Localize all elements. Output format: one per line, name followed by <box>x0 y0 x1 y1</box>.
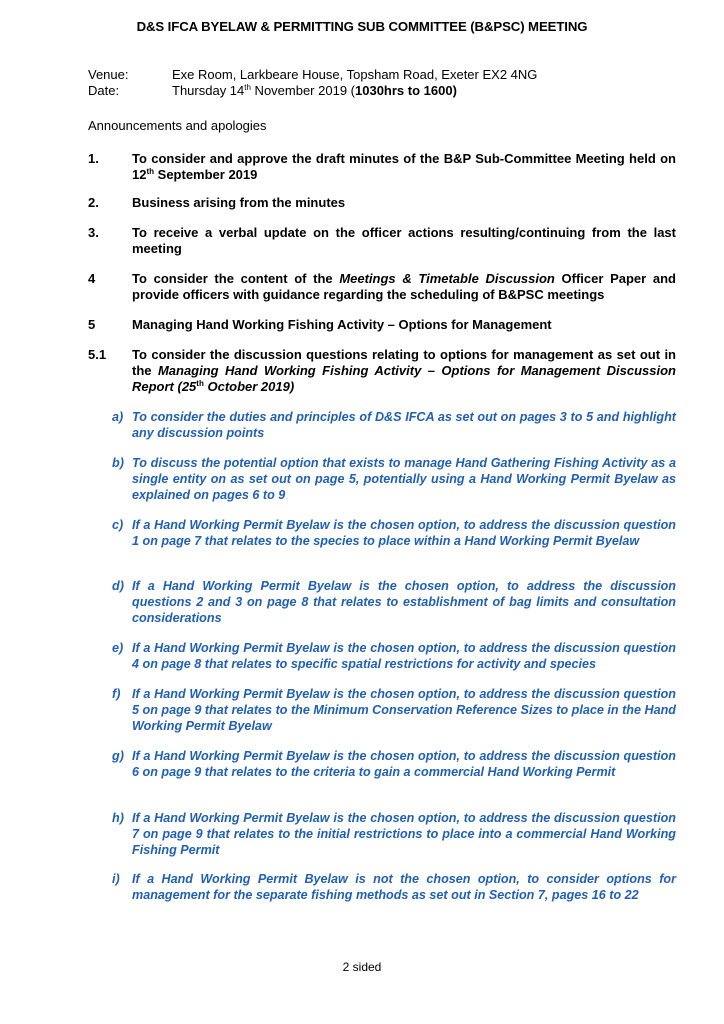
item-text: Managing Hand Working Fishing Activity – Options for Management <box>132 317 552 332</box>
subitem-letter: c) <box>112 518 124 532</box>
venue-value: Exe Room, Larkbeare House, Topsham Road, Exeter EX2 4NG <box>172 67 538 82</box>
subitem-text: If a Hand Working Permit Byelaw is not the chosen option, to consider options for management for the separate fishing methods as set out in Section 7, pages 16 to 22 <box>132 872 676 902</box>
subitem-text: If a Hand Working Permit Byelaw is the chosen option, to address the discussion question 6 on page 9 that relates to the criteria to gain a commercial Hand Working Permit <box>132 749 676 779</box>
item-number: 5.1 <box>88 347 107 362</box>
subitem-text: If a Hand Working Permit Byelaw is the chosen option, to address the discussion question 4 on page 8 that relates to specific spatial restrictions for activity and species <box>132 641 676 671</box>
date-suffix: th <box>244 83 251 92</box>
subitem-letter: a) <box>112 410 124 424</box>
subitem-text: To consider the duties and principles of D&S IFCA as set out on pages 3 to 5 and highlight any discussion points <box>132 410 676 440</box>
report-title-part3: October 2019) <box>203 379 295 394</box>
subitem-letter: h) <box>112 811 124 825</box>
item-text: To receive a verbal update on the officer actions resulting/continuing from the last meeting <box>132 225 676 256</box>
subitem-b <box>112 455 676 503</box>
paper-title: Meetings & Timetable Discussion <box>339 271 555 286</box>
item-number: 4 <box>88 271 96 286</box>
announcements-heading: Announcements and apologies <box>88 118 267 133</box>
agenda-item-2 <box>88 195 676 211</box>
item-number: 1. <box>88 151 99 166</box>
subitem-letter: f) <box>112 687 121 701</box>
venue-label: Venue: <box>88 67 129 82</box>
subitem-c <box>112 517 676 549</box>
item-number: 5 <box>88 317 96 332</box>
item-text: To consider the discussion questions relating to options for management as set out in the <box>132 347 676 378</box>
footer-note: 2 sided <box>342 960 382 974</box>
item-text-mid: – <box>421 363 442 378</box>
subitem-f <box>112 686 676 734</box>
date-value-post: November 2019 ( <box>250 83 355 98</box>
subitem-letter: b) <box>112 456 124 470</box>
subitem-text: If a Hand Working Permit Byelaw is the chosen option, to address the discussion question 5 on page 9 that relates to the Minimum Conservation Reference Sizes to place in the Hand Working Permit Byelaw <box>132 687 676 733</box>
item-text-end: Officer Paper and provide officers with guidance regarding the scheduling of B&PSC meetings <box>132 271 677 302</box>
agenda-item-4 <box>88 271 676 303</box>
date-time: 1030hrs to 1600 <box>355 83 453 98</box>
subitem-d <box>112 578 676 626</box>
agenda-item-3 <box>88 225 676 257</box>
subitem-text: To discuss the potential option that exists to manage Hand Gathering Fishing Activity as a single entity on as set out on page 5, potentially using a Hand Working Permit Byelaw as explained on pages 6 to 9 <box>132 456 676 502</box>
item-text-end: September 2019 <box>154 167 258 182</box>
date-label: Date: <box>88 83 120 98</box>
subitem-a <box>112 409 676 441</box>
item-number: 3. <box>88 225 99 240</box>
subitem-h <box>112 810 676 858</box>
date-value-pre: Thursday 14 <box>172 83 245 98</box>
item-text: To consider the content of the <box>132 271 340 286</box>
agenda-item-5 <box>88 317 676 333</box>
date-value-end: ) <box>452 83 457 98</box>
subitem-text: If a Hand Working Permit Byelaw is the chosen option, to address the discussion question 7 on page 9 that relates to the initial restrictions to place into a commercial Hand Working Fishing Permit <box>132 811 676 857</box>
agenda-item-1 <box>88 151 676 183</box>
item-sup: th <box>146 167 155 176</box>
subitem-letter: g) <box>112 749 124 763</box>
report-title-part2: Options for Management Discussion Report (25 <box>132 363 676 394</box>
item-text: To consider and approve the draft minutes of the B&P Sub-Committee Meeting held on 12 <box>132 151 676 182</box>
item-sup: th <box>196 379 204 388</box>
subitem-letter: e) <box>112 641 124 655</box>
date-line <box>88 83 457 99</box>
subitem-text: If a Hand Working Permit Byelaw is the chosen option, to address the discussion questions 2 and 3 on page 8 that relates to establishment of bag limits and consultation considerations <box>132 579 676 625</box>
subitem-i <box>112 871 676 903</box>
subitem-g <box>112 748 676 780</box>
item-text: Business arising from the minutes <box>132 195 346 210</box>
agenda-item-5-1 <box>88 347 676 395</box>
subitem-text: If a Hand Working Permit Byelaw is the chosen option, to address the discussion question 1 on page 7 that relates to the species to place within a Hand Working Permit Byelaw <box>132 518 676 548</box>
page-title: D&S IFCA BYELAW & PERMITTING SUB COMMITTEE (B&PSC) MEETING <box>136 19 588 34</box>
venue-line <box>88 67 537 83</box>
subitem-letter: d) <box>112 579 124 593</box>
item-number: 2. <box>88 195 99 210</box>
subitem-e <box>112 640 676 672</box>
subitem-letter: i) <box>112 872 120 886</box>
report-title-part1: Managing Hand Working Fishing Activity <box>157 363 422 378</box>
